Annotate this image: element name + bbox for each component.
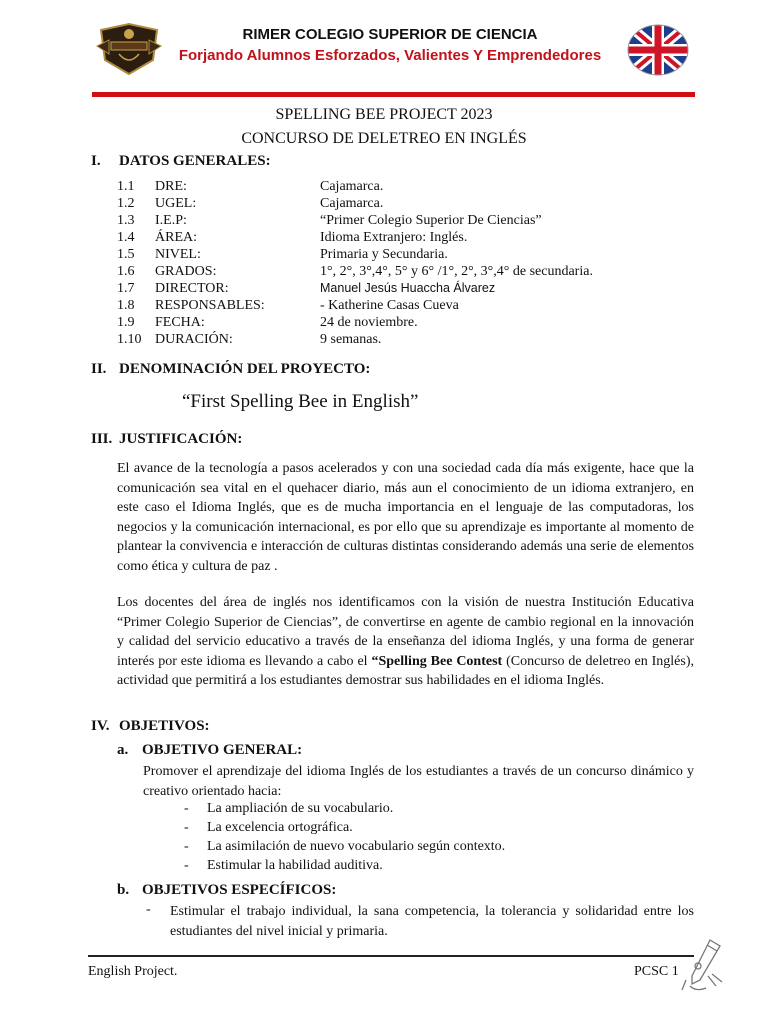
datos-row: 1.8 RESPONSABLES: - Katherine Casas Cueva xyxy=(117,298,459,313)
document-page: RIMER COLEGIO SUPERIOR DE CIENCIA Forjando Alumnos Esforzados, Valientes Y Emprendedores SPELLING BEE PROJECT 2023 CONCURSO DE DELETREO EN INGLÉS I. DATOS GENERALES: 1.1 DRE: Cajamarca. 1.2 UGEL: Cajamarca. 1.3 I.E.P: “Primer Colegio Superior De Ciencias” 1.4 ÁREA: Idioma Extranjero: Inglés. 1.5 NIVEL: Primaria y Secundaria. 1.6 GRADOS: 1°, 2°, 3°,4°, 5° y 6° /1°, 2°, 3°,4° de secundaria. 1.7 DIRECTOR: Manuel Jesús Huaccha Álvarez 1.8 RESPONSABLES: - Katherine Casas Cueva 1.9 FECHA: 24 de noviembre. 1.10 DURACIÓN: 9 semanas. II. DENOMINACIÓN DEL PROYECTO: “First Spelling Bee in English” III. JUSTIFICACIÓN: El avance de la tecnología a pasos acelerados y con una sociedad cada día más exigente, hace que la comunicación sea vital en el quehacer diario, más aun el conocimiento de un idioma extranjero, en este caso el Idioma Inglés, que es de mucha importancia en el lenguaje de las computadoras, los negocios y la comunicación internacional, es por ello que su aprendizaje es importante al momento de plantear la convivencia e interacción de culturas distintas considerando además una serie de elementos como ética y cultura de paz . Los docentes del área de inglés nos identificamos con la visión de nuestra Institución Educativa “Primer Colegio Superior de Ciencias”, de convertirse en agente de cambio regional en la innovación y calidad del servicio educativo a través de la enseñanza del idioma Inglés, y una forma de generar interés por este idioma es llevando a cabo el “Spelling Bee Contest (Concurso de deletreo en Inglés), actividad que permitirá a los estudiantes demostrar sus habilidades en el idioma Inglés. IV. OBJETIVOS: a. OBJETIVO GENERAL: Promover el aprendizaje del idioma Inglés de los estudiantes a través de un concurso dinámico y creativo orientado hacia: - La ampliación de su vocabulario. - La excelencia ortográfica. - La asimilación de nuevo vocabulario según contexto. - Estimular la habilidad auditiva. b. OBJETIVOS ESPECÍFICOS: - Estimular el trabajo individual, la sana competencia, la tolerancia y solidaridad entre los estudiantes del nivel inicial y primaria. English Project. PCSC 1 xyxy=(0,0,768,1024)
datos-row: 1.4 ÁREA: Idioma Extranjero: Inglés. xyxy=(117,230,468,245)
justificacion-paragraph-2: Los docentes del área de inglés nos identificamos con la visión de nuestra Institución Educativa “Primer Colegio Superior de Ciencias”, de convertirse en agente de cambio regional en la innovación y calidad del servicio educativo a través de la enseñanza del idioma Inglés, y una forma de generar interés por este idioma es llevando a cabo el “Spelling Bee Contest (Concurso de deletreo en Inglés), actividad que permitirá a los estudiantes demostrar sus habilidades en el idioma Inglés. xyxy=(117,595,695,688)
contest-name: “Spelling Bee Contest xyxy=(371,653,503,669)
footer-left: English Project. xyxy=(88,964,178,979)
header-divider xyxy=(92,92,695,97)
datos-row: 1.7 DIRECTOR: Manuel Jesús Huaccha Álvarez xyxy=(117,281,496,296)
page-number: PCSC 1 xyxy=(634,964,679,979)
document-title: SPELLING BEE PROJECT 2023 xyxy=(275,106,493,123)
list-item: - Estimular el trabajo individual, la sana competencia, la tolerancia y solidaridad entre los estudiantes del nivel inicial y primaria. xyxy=(146,902,694,939)
datos-row: 1.2 UGEL: Cajamarca. xyxy=(117,196,384,211)
letterhead xyxy=(0,0,768,100)
justificacion-paragraph-1: El avance de la tecnología a pasos acelerados y con una sociedad cada día más exigente, hace que la comunicación sea vital en el quehacer diario, más aun el conocimiento de un idioma extranjero, en este caso el Idioma Inglés, que es de mucha importancia en el lenguaje de las computadoras, los negocios y la comunicación internacional, es por ello que su aprendizaje es importante al momento de plantear la convivencia e interacción de culturas distintas considerando además una serie de elementos como ética y cultura de paz . xyxy=(117,461,694,574)
datos-row: 1.6 GRADOS: 1°, 2°, 3°,4°, 5° y 6° /1°, 2°, 3°,4° de secundaria. xyxy=(117,264,593,279)
footer-divider xyxy=(88,955,694,957)
datos-row: 1.10 DURACIÓN: 9 semanas. xyxy=(117,332,382,347)
document-subtitle: CONCURSO DE DELETREO EN INGLÉS xyxy=(241,130,527,147)
uk-flag-icon xyxy=(627,24,689,76)
objetivo-general-text: Promover el aprendizaje del idioma Inglés de los estudiantes a través de un concurso dinámico y creativo orientado hacia: xyxy=(143,764,694,799)
school-name: RIMER COLEGIO SUPERIOR DE CIENCIA xyxy=(242,26,538,43)
datos-row: 1.3 I.E.P: “Primer Colegio Superior De Ciencias” xyxy=(117,213,542,228)
datos-row: 1.5 NIVEL: Primaria y Secundaria. xyxy=(117,247,448,262)
project-name: “First Spelling Bee in English” xyxy=(182,391,419,412)
datos-row: 1.1 DRE: Cajamarca. xyxy=(117,179,384,194)
datos-row: 1.9 FECHA: 24 de noviembre. xyxy=(117,315,418,330)
school-motto: Forjando Alumnos Esforzados, Valientes Y Emprendedores xyxy=(178,47,602,64)
pencil-character-icon xyxy=(680,936,726,994)
